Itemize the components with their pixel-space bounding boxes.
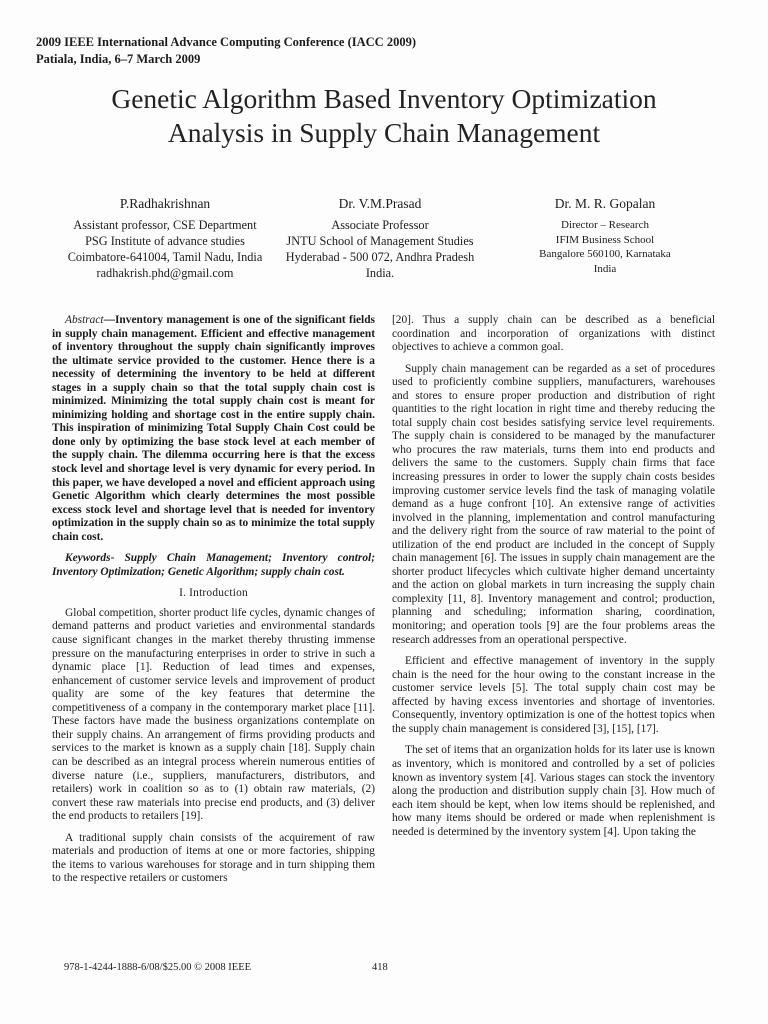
paragraph: Supply chain management can be regarded as a set of procedures used to proficiently combine suppliers, manufacturers, warehouses and stores to ensure proper production and distribution of right quantities to the right location in right time and thereby reducing the total supply chain cost besides satisfying service level requirements. The supply chain is considered to be managed by the manufacturer who procures the raw materials, turns them into end products and delivers the same to the customers. Supply chain firms that face increasing pressures in order to lower the supply chain costs besides improving customer service levels find the task of managing volatile demand as a huge confront [10]. An extensive range of activities involved in the planning, implementation and control manufacturing and the delivery right from the source of raw material to the point of utilization of the end product are included in the concept of Supply chain management [6]. The issues in supply chain management are the shorter product lifecycles which cultivate higher demand uncertainty and the action on global markets in turn increasing the supply chain complexity [11, 8]. Inventory management and control; production, planning and scheduling; information sharing, coordination, monitoring; and operation tools [9] are the four problems areas the research addresses from an operational perspective. bbox=[392, 362, 715, 646]
author-affiliation: Coimbatore-641004, Tamil Nadu, India bbox=[67, 250, 263, 264]
author-affiliation: Assistant professor, CSE Department bbox=[73, 218, 257, 232]
author-affiliation: Bangalore 560100, Karnataka bbox=[539, 248, 671, 260]
author-name: Dr. V.M.Prasad bbox=[338, 196, 422, 211]
paragraph: A traditional supply chain consists of the acquirement of raw materials and production of items at one or more factories, shipping the items to various warehouses for storage and in turn shipping them to the respective retailers or customers bbox=[52, 831, 375, 885]
conference-location: Patiala, India, 6–7 March 2009 bbox=[36, 52, 201, 66]
title-line-1: Genetic Algorithm Based Inventory Optimization bbox=[111, 83, 657, 114]
footer-isbn: 978-1-4244-1888-6/08/$25.00 © 2008 IEEE bbox=[64, 962, 252, 973]
conference-header bbox=[36, 34, 416, 68]
author-2 bbox=[270, 196, 490, 281]
conference-name: 2009 IEEE International Advance Computing Conference (IACC 2009) bbox=[36, 35, 416, 49]
author-affiliation: IFIM Business School bbox=[555, 233, 655, 246]
page-number: 418 bbox=[372, 962, 388, 973]
author-affiliation: Hyderabad - 500 072, Andhra Pradesh bbox=[285, 250, 475, 264]
keywords: Keywords- Supply Chain Management; Inventory control; Inventory Optimization; Genetic Algorithm; supply chain cost. bbox=[52, 552, 375, 578]
paragraph: Global competition, shorter product life cycles, dynamic changes of demand patterns and product varieties and environmental standards cause significant changes in the market thereby thrusting immense pressure on the manufacturing enterprises in order to strive in such a dynamic place [1]. Reduction of lead times and expenses, enhancement of customer service levels and improvement of product quality are some of the key features that determine the competitiveness of a company in the contemporary market place [11]. These factors have made the business organizations contemplate on their supply chains. An arrangement of firms providing products and services to the market is known as a supply chain [18]. Supply chain can be described as an integral process wherein numerous entities of diverse nature (i.e., suppliers, manufacturers, distributors, and retailers) work in coalition so as to (1) obtain raw materials, (2) convert these raw materials into precise end products, and (3) deliver the end products to retailers [19]. bbox=[52, 606, 375, 823]
right-column bbox=[392, 314, 715, 847]
author-affiliation: JNTU School of Management Studies bbox=[286, 234, 474, 248]
author-name: Dr. M. R. Gopalan bbox=[554, 196, 656, 211]
abstract-text: —Inventory management is one of the significant fields in supply chain management. Efficient and effective management of inventory throughout the supply chain significantly improves the ultimate service provided to the customer. Hence there is a necessity of determining the inventory to be held at different stages in a supply chain so that the total supply chain cost is minimized. Minimizing the total supply chain cost is meant for minimizing holding and shortage cost in the entire supply chain. This inspiration of minimizing Total Supply Chain Cost could be done only by optimizing the base stock level at each member of the supply chain. The dilemma occurring here is that the excess stock level and shortage level is very dynamic for every period. In this paper, we have developed a novel and efficient approach using Genetic Algorithm which clearly determines the most possible excess stock level and shortage level that is needed for inventory optimization in the supply chain so as to minimize the total supply chain cost. bbox=[52, 314, 375, 543]
paragraph: Efficient and effective management of inventory in the supply chain is the need for the hour owing to the constant increase in the customer service levels [5]. The total supply chain cost may be affected by having excess inventories and shortage of inventories. Consequently, inventory optimization is one of the hottest topics when the supply chain management is considered [3], [15], [17]. bbox=[392, 655, 715, 735]
author-name: P.Radhakrishnan bbox=[119, 196, 211, 211]
author-email: radhakrish.phd@gmail.com bbox=[96, 266, 234, 280]
section-heading: I. Introduction bbox=[179, 587, 248, 600]
author-3 bbox=[510, 196, 700, 276]
left-column bbox=[52, 314, 375, 894]
paragraph: The set of items that an organization holds for its later use is known as inventory, which is monitored and controlled by a set of policies known as inventory system [4]. Various stages can stock the inventory along the production and distribution supply chain [3]. How much of each item should be kept, when low items should be replenished, and how many items should be ordered or made when replenishment is needed is determined by the inventory system [4]. Upon taking the bbox=[392, 744, 715, 838]
paper-title bbox=[0, 82, 768, 150]
abstract bbox=[52, 314, 375, 544]
abstract-label: Abstract bbox=[65, 314, 104, 326]
author-affiliation: Associate Professor bbox=[331, 218, 429, 232]
title-line-2: Analysis in Supply Chain Management bbox=[167, 117, 601, 148]
author-affiliation: PSG Institute of advance studies bbox=[85, 234, 245, 248]
paragraph: [20]. Thus a supply chain can be described as a beneficial coordination and incorporation of organizations with distinct objectives to achieve a common goal. bbox=[392, 314, 715, 354]
author-1 bbox=[50, 196, 280, 281]
author-affiliation: India bbox=[593, 262, 617, 275]
author-affiliation: India. bbox=[365, 266, 395, 280]
author-affiliation: Director – Research bbox=[561, 219, 649, 231]
